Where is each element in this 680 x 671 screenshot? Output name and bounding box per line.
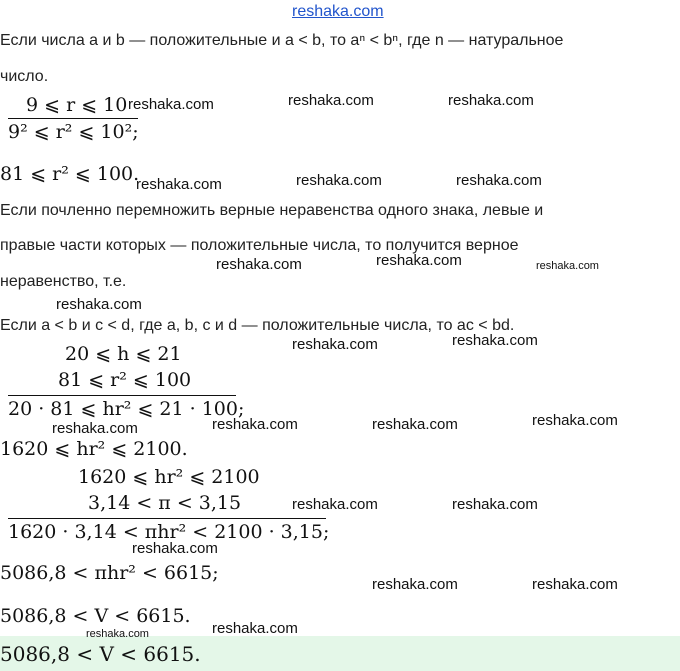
- rule2-line1: Если почленно перемножить верные неравенства одного знака, левые и: [0, 202, 544, 219]
- rule1-line2: число.: [0, 68, 49, 85]
- watermark: reshaka.com: [456, 172, 542, 189]
- watermark: reshaka.com: [212, 416, 298, 433]
- step3-fraction-line: [8, 518, 326, 519]
- step1-denominator: 9² ⩽ r² ⩽ 10²;: [8, 121, 139, 143]
- watermark: reshaka.com: [372, 576, 458, 593]
- watermark: reshaka.com: [128, 96, 214, 113]
- rule2-line3: неравенство, т.е.: [0, 273, 127, 290]
- step1-fraction-line: [8, 118, 138, 119]
- step3-line2: 3,14 < π < 3,15: [88, 492, 242, 514]
- step3-volume: 5086,8 < V < 6615.: [0, 605, 191, 627]
- watermark: reshaka.com: [52, 420, 138, 437]
- step2-product: 20 · 81 ⩽ hr² ⩽ 21 · 100;: [8, 398, 245, 420]
- watermark: reshaka.com: [532, 412, 618, 429]
- watermark: reshaka.com: [216, 256, 302, 273]
- step2-line1: 20 ⩽ h ⩽ 21: [65, 343, 182, 365]
- watermark: reshaka.com: [448, 92, 534, 109]
- rule2-line2: правые части которых — положительные числа, то получится верное: [0, 237, 519, 254]
- watermark: reshaka.com: [292, 336, 378, 353]
- watermark: reshaka.com: [452, 496, 538, 513]
- site-link[interactable]: reshaka.com: [292, 3, 384, 20]
- watermark: reshaka.com: [292, 496, 378, 513]
- step2-fraction-line: [8, 395, 236, 396]
- watermark: reshaka.com: [376, 252, 462, 269]
- watermark: reshaka.com: [56, 296, 142, 313]
- watermark: reshaka.com: [288, 92, 374, 109]
- step2-line2: 81 ⩽ r² ⩽ 100: [58, 369, 192, 391]
- step3-product: 1620 · 3,14 < πhr² < 2100 · 3,15;: [8, 521, 330, 543]
- rule2-line4: Если a < b и c < d, где a, b, c и d — положительные числа, то ac < bd.: [0, 317, 515, 334]
- watermark: reshaka.com: [86, 628, 149, 640]
- step3-result: 5086,8 < πhr² < 6615;: [0, 562, 219, 584]
- watermark: reshaka.com: [132, 540, 218, 557]
- watermark: reshaka.com: [536, 260, 599, 272]
- step1-result: 81 ⩽ r² ⩽ 100.: [0, 163, 140, 185]
- answer-text: 5086,8 < V < 6615.: [0, 642, 201, 666]
- watermark: reshaka.com: [532, 576, 618, 593]
- step2-result: 1620 ⩽ hr² ⩽ 2100.: [0, 438, 188, 460]
- watermark: reshaka.com: [452, 332, 538, 349]
- rule1-line1: Если числа a и b — положительные и a < b, то aⁿ < bⁿ, где n — натуральное: [0, 32, 564, 49]
- step1-numerator: 9 ⩽ r ⩽ 10: [26, 94, 128, 116]
- watermark: reshaka.com: [212, 620, 298, 637]
- watermark: reshaka.com: [136, 176, 222, 193]
- step3-line1: 1620 ⩽ hr² ⩽ 2100: [78, 466, 260, 488]
- watermark: reshaka.com: [296, 172, 382, 189]
- watermark: reshaka.com: [372, 416, 458, 433]
